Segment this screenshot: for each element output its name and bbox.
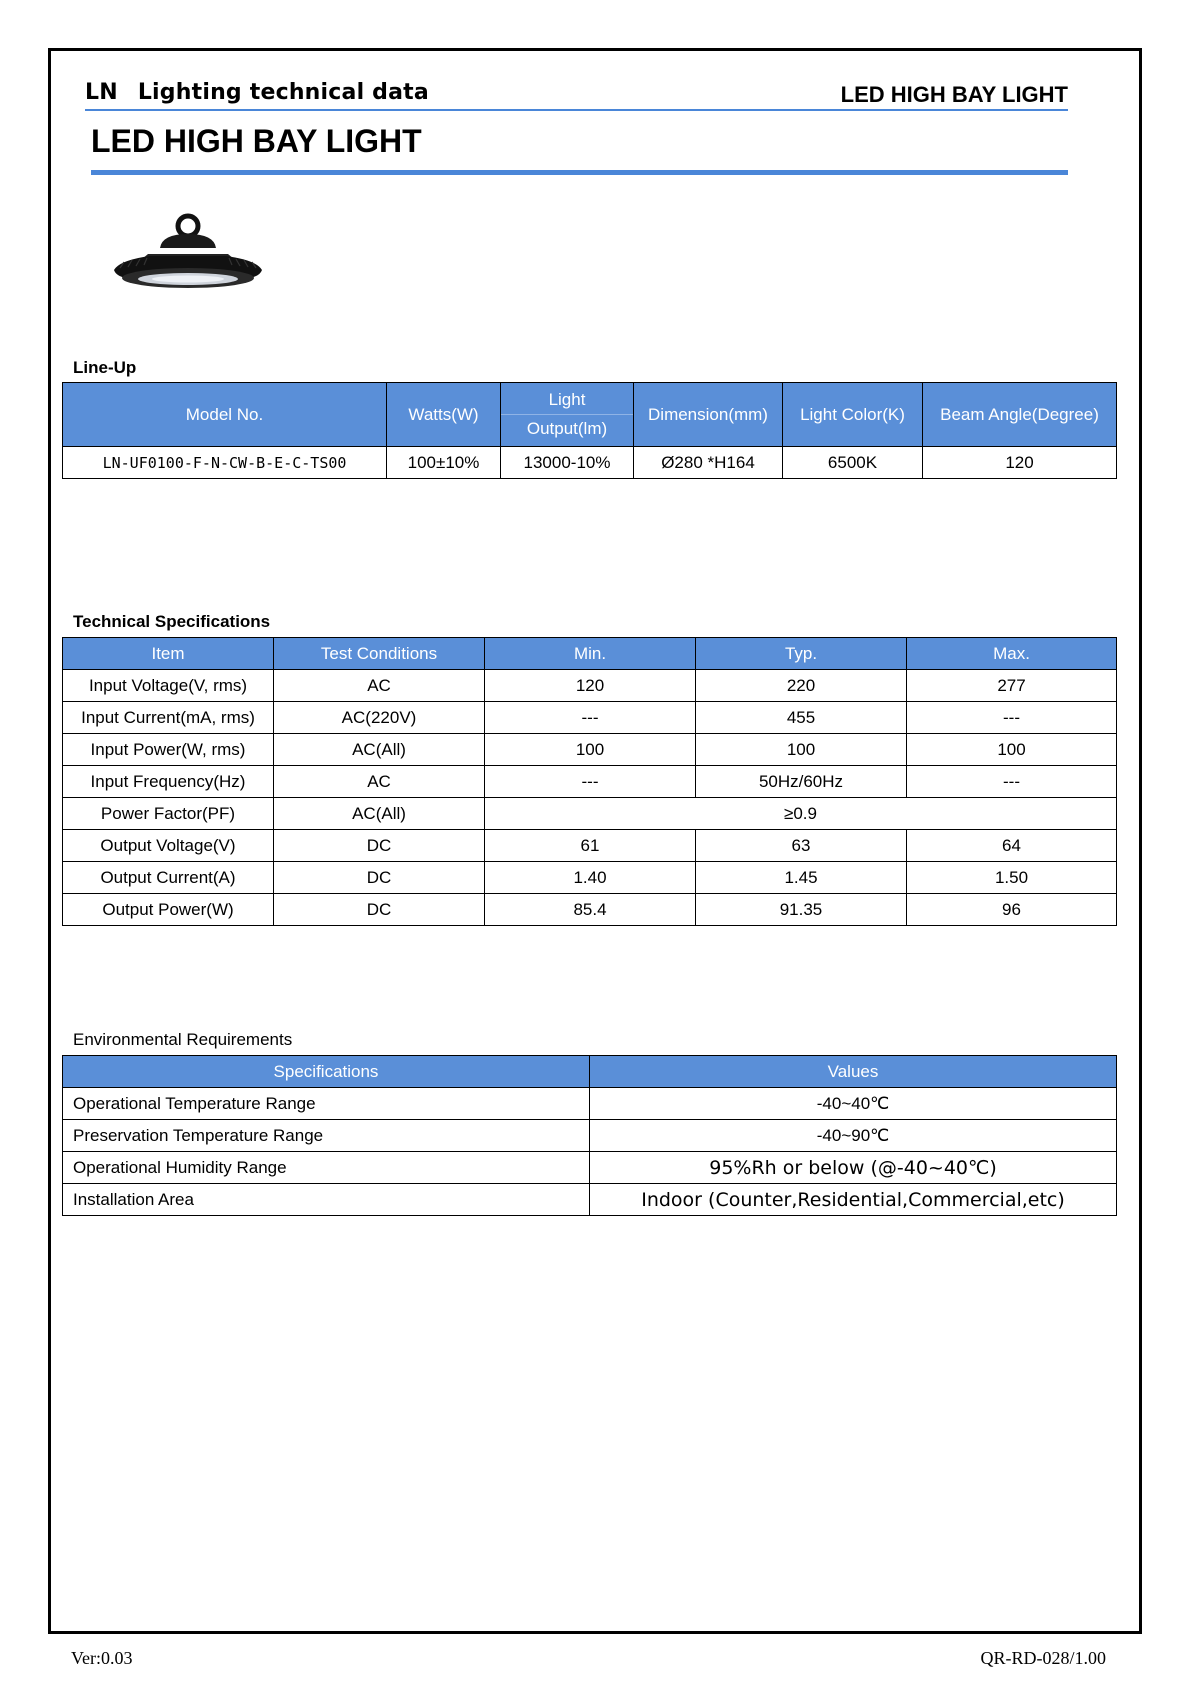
tech-typ-cell: 220 [696,670,907,702]
tech-item-cell: Input Frequency(Hz) [63,766,274,798]
lineup-watts-cell: 100±10% [387,447,501,479]
tech-item-cell: Power Factor(PF) [63,798,274,830]
env-header-values: Values [590,1056,1117,1088]
tech-item-cell: Output Power(W) [63,894,274,926]
lineup-header-beam: Beam Angle(Degree) [923,383,1117,447]
high-bay-lamp-image [100,212,276,304]
env-spec-cell: Installation Area [63,1184,590,1216]
env-requirements-table [62,1055,1117,1216]
tech-max-cell: 1.50 [907,862,1117,894]
tech-header-max: Max. [907,638,1117,670]
tech-min-cell: 85.4 [485,894,696,926]
tech-condition-cell: DC [274,862,485,894]
env-value-cell: -40~40℃ [590,1088,1117,1120]
brand-label: LN [85,80,118,105]
lineup-dimension-cell: Ø280 *H164 [634,447,783,479]
tech-typ-cell: 50Hz/60Hz [696,766,907,798]
env-spec-cell: Operational Humidity Range [63,1152,590,1184]
tech-max-cell: --- [907,766,1117,798]
tech-condition-cell: DC [274,894,485,926]
tech-header-conditions: Test Conditions [274,638,485,670]
table-row [63,798,1117,830]
env-value-cell: Indoor (Counter,Residential,Commercial,etc) [590,1184,1117,1216]
lineup-color-cell: 6500K [783,447,923,479]
table-row [63,1088,1117,1120]
lineup-model-cell: LN-UF0100-F-N-CW-B-E-C-TS00 [63,447,387,479]
tech-condition-cell: AC(All) [274,734,485,766]
lineup-header-model: Model No. [63,383,387,447]
tech-typ-cell: 100 [696,734,907,766]
tech-max-cell: 96 [907,894,1117,926]
footer-version: Ver:0.03 [71,1648,133,1668]
tech-min-cell: --- [485,702,696,734]
env-value-cell: -40~90℃ [590,1120,1117,1152]
lineup-header-output [501,383,634,447]
table-row [63,830,1117,862]
table-row [63,1152,1117,1184]
lineup-row [63,447,1117,479]
lineup-table [62,382,1117,479]
tech-condition-cell: AC(All) [274,798,485,830]
tech-min-cell: 100 [485,734,696,766]
doc-type-label: Lighting technical data [137,80,429,105]
env-header-spec: Specifications [63,1056,590,1088]
tech-item-cell: Output Voltage(V) [63,830,274,862]
table-row [63,670,1117,702]
tech-item-cell: Input Power(W, rms) [63,734,274,766]
tech-typ-cell: 455 [696,702,907,734]
tech-merged-value-cell: ≥0.9 [485,798,1117,830]
tech-item-cell: Output Current(A) [63,862,274,894]
lineup-output-cell: 13000-10% [501,447,634,479]
lineup-section-title: Line-Up [73,358,137,377]
tech-min-cell: 61 [485,830,696,862]
lineup-header-row [63,383,1117,447]
tech-min-cell: 120 [485,670,696,702]
env-section-title: Environmental Requirements [73,1030,293,1049]
tech-header-row [63,638,1117,670]
lineup-header-watts: Watts(W) [387,383,501,447]
tech-max-cell: 64 [907,830,1117,862]
header-rule [85,109,1068,111]
lineup-header-dimension: Dimension(mm) [634,383,783,447]
tech-max-cell: --- [907,702,1117,734]
tech-condition-cell: AC(220V) [274,702,485,734]
tech-header-typ: Typ. [696,638,907,670]
table-row [63,894,1117,926]
tech-max-cell: 277 [907,670,1117,702]
table-row [63,766,1117,798]
lineup-header-output-bottom: Output(lm) [526,419,608,438]
lineup-header-output-top: Light [501,386,633,415]
tech-typ-cell: 91.35 [696,894,907,926]
tech-item-cell: Input Voltage(V, rms) [63,670,274,702]
doc-header-left [85,80,429,105]
footer-doc-code: QR-RD-028/1.00 [980,1648,1106,1668]
tech-header-min: Min. [485,638,696,670]
page-title: LED HIGH BAY LIGHT [91,123,422,159]
table-row [63,1120,1117,1152]
tech-header-item: Item [63,638,274,670]
tech-max-cell: 100 [907,734,1117,766]
tech-min-cell: 1.40 [485,862,696,894]
tech-specs-table [62,637,1117,926]
tech-typ-cell: 1.45 [696,862,907,894]
lineup-header-color: Light Color(K) [783,383,923,447]
doc-header-right: LED HIGH BAY LIGHT [840,82,1068,107]
tech-condition-cell: AC [274,766,485,798]
env-header-row [63,1056,1117,1088]
lineup-beam-cell: 120 [923,447,1117,479]
title-rule [91,170,1068,175]
tech-typ-cell: 63 [696,830,907,862]
env-spec-cell: Preservation Temperature Range [63,1120,590,1152]
env-spec-cell: Operational Temperature Range [63,1088,590,1120]
env-value-cell: 95%Rh or below (@-40~40℃) [590,1152,1117,1184]
tech-min-cell: --- [485,766,696,798]
table-row [63,862,1117,894]
table-row [63,702,1117,734]
tech-condition-cell: DC [274,830,485,862]
tech-condition-cell: AC [274,670,485,702]
tech-section-title: Technical Specifications [73,612,271,631]
tech-item-cell: Input Current(mA, rms) [63,702,274,734]
table-row [63,1184,1117,1216]
table-row [63,734,1117,766]
